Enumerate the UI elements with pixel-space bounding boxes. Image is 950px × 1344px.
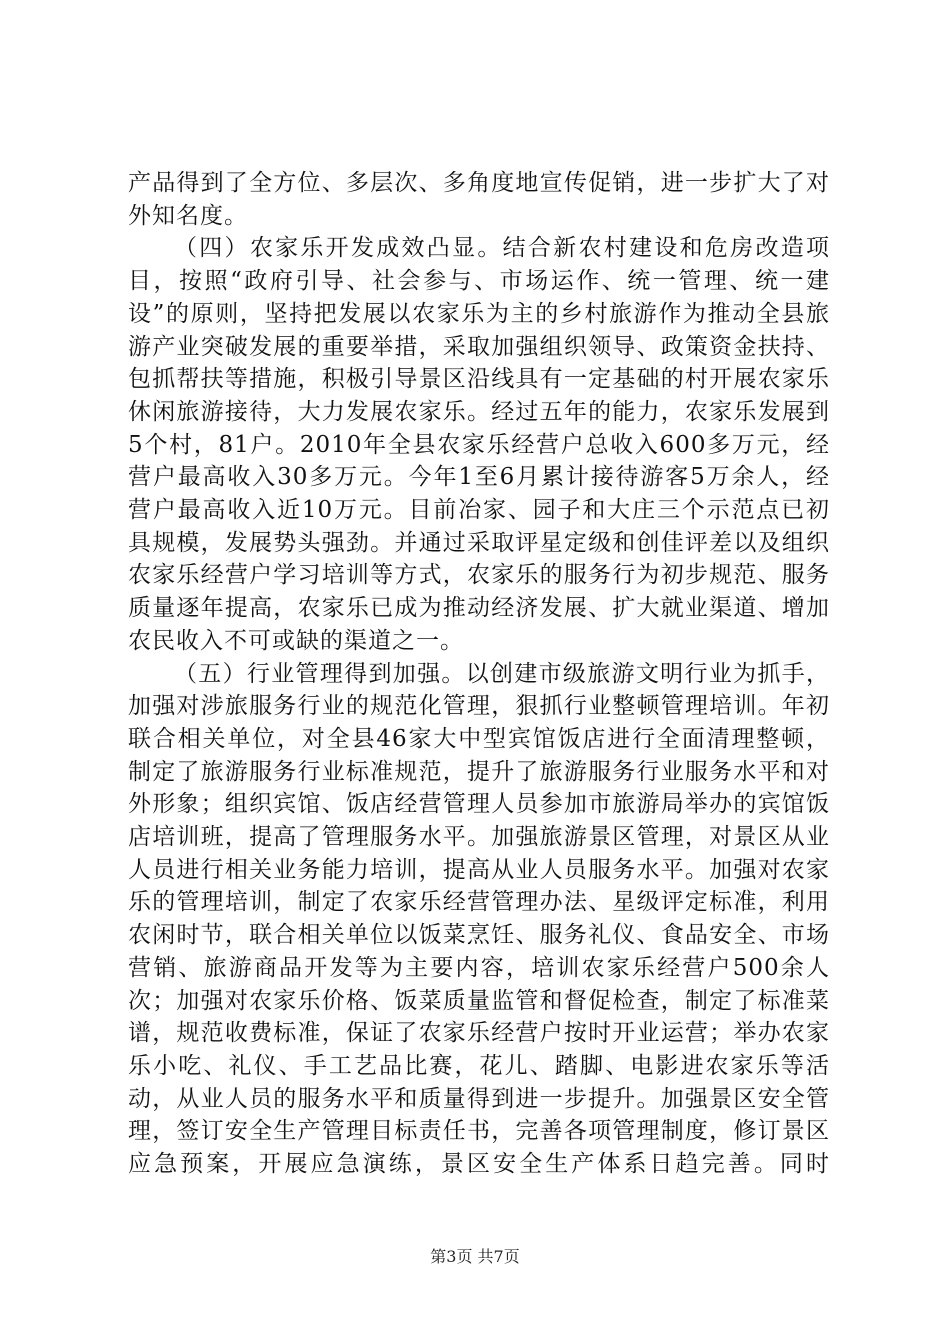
paragraph-continuation: 产品得到了全方位、多层次、多角度地宣传促销，进一步扩大了对外知名度。 <box>128 170 830 229</box>
paragraph-section-five: （五）行业管理得到加强。以创建市级旅游文明行业为抓手，加强对涉旅服务行业的规范化管理，狠抓行业整顿管理培训。年初联合相关单位，对全县46家大中型宾馆饭店进行全面清理整顿，制定了旅游服务行业标准规范，提升了旅游服务行业服务水平和对外形象；组织宾馆、饭店经营管理人员参加市旅游局举办的宾馆饭店培训班，提高了管理服务水平。加强旅游景区管理，对景区从业人员进行相关业务能力培训，提高从业人员服务水平。加强对农家乐的管理培训，制定了农家乐经营管理办法、星级评定标准，利用农闲时节，联合相关单位以饭菜烹饪、服务礼仪、食品安全、市场营销、旅游商品开发等为主要内容，培训农家乐经营户500余人次；加强对农家乐价格、饭菜质量监管和督促检查，制定了标准菜谱，规范收费标准，保证了农家乐经营户按时开业运营；举办农家乐小吃、礼仪、手工艺品比赛，花儿、踏脚、电影进农家乐等活动，从业人员的服务水平和质量得到进一步提升。加强景区安全管理，签订安全生产管理目标责任书，完善各项管理制度，修订景区应急预案，开展应急演练，景区安全生产体系日趋完善。同时 <box>128 660 830 1178</box>
page-number-footer: 第3页 共7页 <box>430 1247 520 1266</box>
paragraph-section-four: （四）农家乐开发成效凸显。结合新农村建设和危房改造项目，按照“政府引导、社会参与、市场运作、统一管理、统一建设”的原则，坚持把发展以农家乐为主的乡村旅游作为推动全县旅游产业突破发展的重要举措，采取加强组织领导、政策资金扶持、包抓帮扶等措施，积极引导景区沿线具有一定基础的村开展农家乐休闲旅游接待，大力发展农家乐。经过五年的能力，农家乐发展到5个村，81户。2010年全县农家乐经营户总收入600多万元，经营户最高收入30多万元。今年1至6月累计接待游客5万余人，经营户最高收入近10万元。目前冶家、园子和大庄三个示范点已初具规模，发展势头强劲。并通过采取评星定级和创佳评差以及组织农家乐经营户学习培训等方式，农家乐的服务行为初步规范、服务质量逐年提高，农家乐已成为推动经济发展、扩大就业渠道、增加农民收入不可或缺的渠道之一。 <box>128 235 830 654</box>
document-body <box>128 167 830 1181</box>
